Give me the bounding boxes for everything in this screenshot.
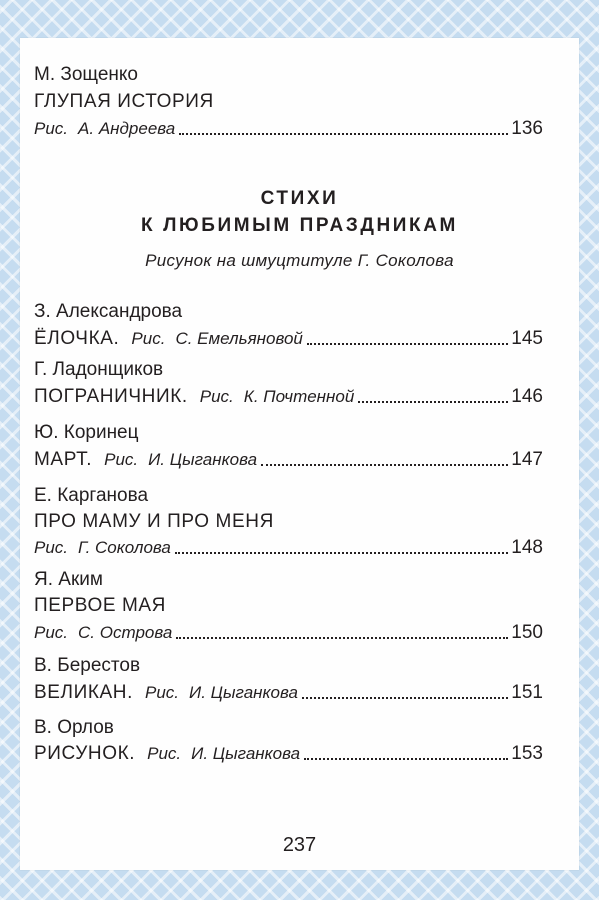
page-number: 153 [511, 743, 543, 764]
illustration-credit: Рис. И. Цыганкова [145, 683, 298, 702]
leader-dots [176, 637, 508, 639]
entry-title: ПОГРАНИЧНИК. [34, 386, 188, 407]
entry-title: ПРО МАМУ И ПРО МЕНЯ [34, 511, 274, 532]
toc-line [34, 328, 543, 350]
entry-author: Г. Ладонщиков [34, 359, 164, 380]
toc-line [34, 386, 543, 408]
leader-dots [261, 464, 508, 466]
illustration-credit: Рис. Г. Соколова [34, 538, 171, 557]
leader-dots [358, 401, 508, 403]
illustration-credit: Рис. А. Андреева [34, 119, 176, 138]
section-title-line1: СТИХИ [260, 188, 339, 209]
toc-line [34, 682, 543, 704]
illustration-credit: Рис. К. Почтенной [199, 387, 355, 406]
entry-author: В. Орлов [34, 717, 114, 738]
page-number: 145 [511, 328, 543, 349]
toc-line [34, 537, 543, 559]
entry-title: ГЛУПАЯ ИСТОРИЯ [34, 91, 214, 112]
section-subtitle: Рисунок на шмуцтитуле Г. Соколова [145, 251, 454, 270]
page-number: 148 [511, 537, 543, 558]
illustration-credit: Рис. С. Емельяновой [131, 329, 303, 348]
toc-line [34, 118, 543, 140]
leader-dots [304, 758, 508, 760]
entry-title: РИСУНОК. [34, 743, 136, 764]
illustration-credit: Рис. И. Цыганкова [104, 450, 258, 469]
entry-author: Я. Аким [34, 569, 103, 590]
page-number: 146 [511, 386, 543, 407]
toc-line [34, 449, 543, 471]
leader-dots [307, 343, 508, 345]
page-folio: 237 [282, 834, 317, 856]
entry-title: МАРТ. [34, 449, 93, 470]
illustration-credit: Рис. С. Острова [34, 623, 173, 642]
leader-dots [302, 697, 508, 699]
entry-author: Ю. Коринец [34, 422, 139, 443]
entry-title: ЁЛОЧКА. [34, 328, 120, 349]
entry-title: ПЕРВОЕ МАЯ [34, 595, 166, 616]
page-number: 147 [511, 449, 543, 470]
toc-line [34, 622, 543, 644]
page-number: 151 [511, 682, 543, 703]
entry-author: З. Александрова [34, 301, 183, 322]
entry-author: В. Берестов [34, 655, 141, 676]
illustration-credit: Рис. И. Цыганкова [147, 744, 301, 763]
entry-title: ВЕЛИКАН. [34, 682, 134, 703]
toc-line [34, 743, 543, 765]
section-title-line2: К ЛЮБИМЫМ ПРАЗДНИКАМ [141, 215, 458, 236]
book-page [20, 38, 579, 870]
page-number: 150 [511, 622, 543, 643]
entry-author: М. Зощенко [34, 64, 138, 85]
page-number: 136 [511, 118, 543, 139]
entry-author: Е. Карганова [34, 485, 149, 506]
leader-dots [175, 552, 508, 554]
leader-dots [179, 133, 508, 135]
